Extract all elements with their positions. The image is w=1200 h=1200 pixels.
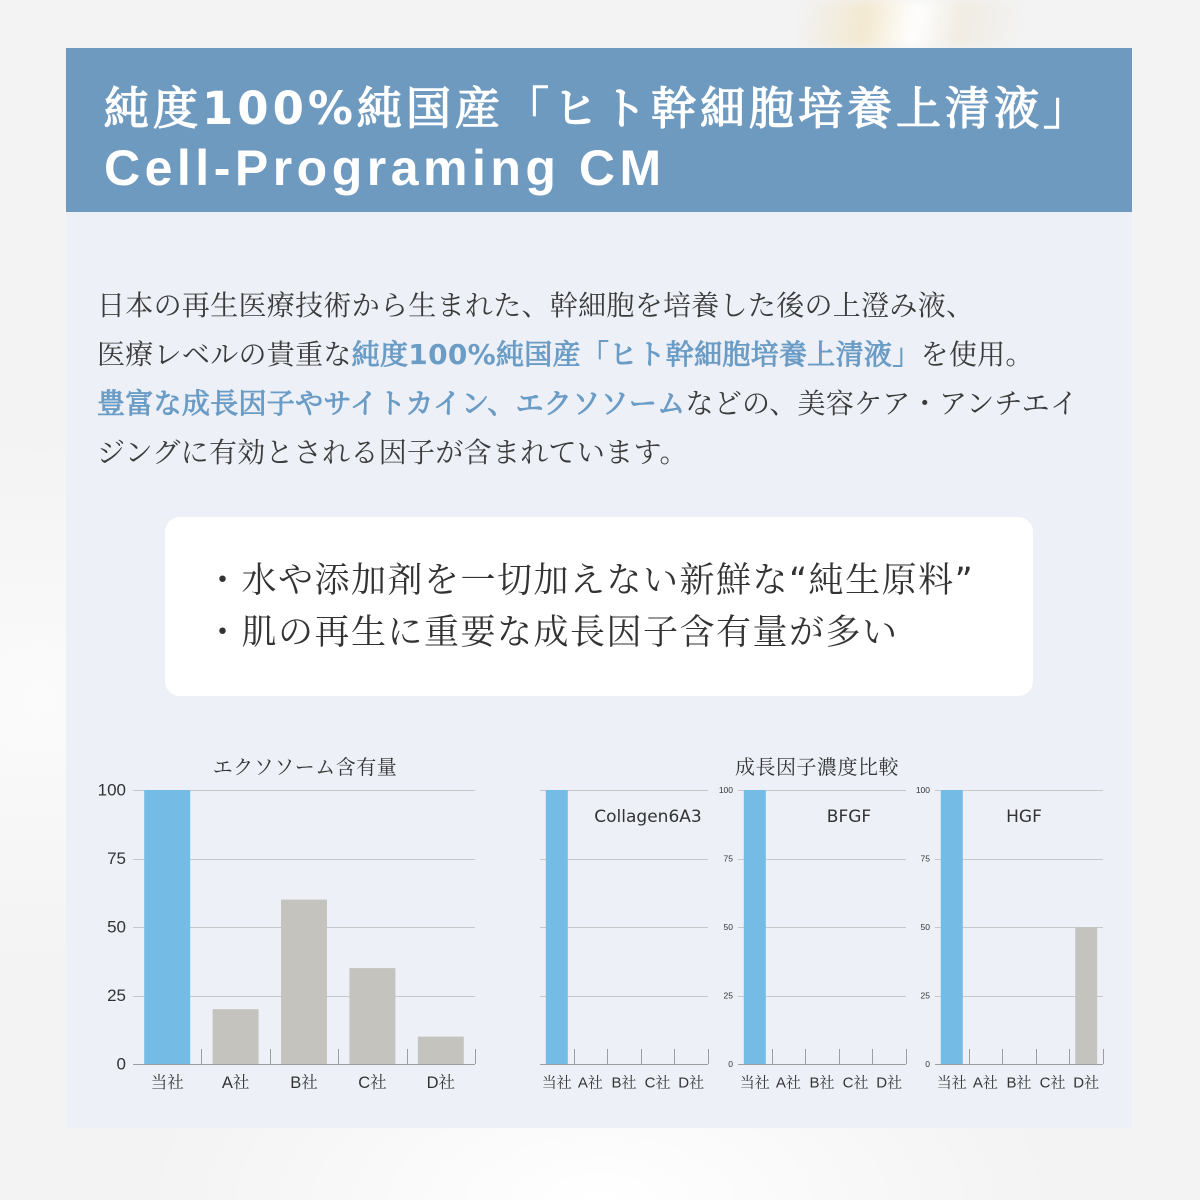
x-tick-label: A社 — [577, 1074, 603, 1092]
exosome-chart — [98, 755, 476, 1092]
x-tick-label: C社 — [358, 1074, 387, 1092]
y-tick-label: 75 — [107, 849, 126, 868]
x-tick-label: B社 — [809, 1074, 835, 1092]
intro-text-segment: などの、美容ケア・アンチエイ — [685, 387, 1079, 420]
x-tick-label: 当社 — [150, 1074, 184, 1092]
intro-highlight: 純度100%純国産「ヒト幹細胞培養上清液」 — [351, 338, 921, 371]
x-tick-label: B社 — [290, 1074, 318, 1092]
x-tick-label: C社 — [644, 1074, 671, 1092]
intro-text-segment: 医療レベルの貴重な — [97, 338, 352, 371]
chart-title: エクソソーム含有量 — [212, 755, 398, 779]
x-tick-label: C社 — [842, 1074, 869, 1092]
bar-ours — [144, 790, 190, 1064]
x-tick-label: A社 — [775, 1074, 801, 1092]
growth-factor-panel — [540, 790, 709, 1092]
product-name: Cell-Programing CM — [104, 140, 666, 196]
panel-label: HGF — [1006, 807, 1042, 827]
bar-company-d — [418, 1037, 464, 1064]
chart-title: 成長因子濃度比較 — [735, 755, 899, 779]
bar-ours — [546, 790, 568, 1064]
y-tick-label: 25 — [723, 990, 733, 1001]
x-tick-label: 当社 — [739, 1074, 770, 1092]
x-tick-label: D社 — [678, 1074, 705, 1092]
y-tick-label: 0 — [925, 1059, 930, 1069]
bar-ours — [744, 790, 766, 1064]
intro-text-segment: ジングに有効とされる因子が含まれています。 — [97, 436, 688, 469]
x-tick-label: A社 — [221, 1074, 250, 1092]
y-tick-label: 100 — [915, 785, 930, 795]
y-tick-label: 50 — [920, 922, 930, 932]
panel-label: Collagen6A3 — [594, 807, 702, 827]
y-tick-label: 75 — [920, 853, 930, 864]
y-tick-label: 25 — [107, 986, 126, 1005]
growth-factor-panel — [719, 785, 907, 1092]
bar-company-a — [213, 1009, 259, 1064]
panel-label: BFGF — [826, 807, 872, 827]
bar-company-b — [281, 900, 327, 1064]
y-tick-label: 75 — [723, 853, 733, 864]
bar-company-c — [349, 968, 395, 1064]
intro-text-segment: を使用。 — [920, 338, 1034, 371]
y-tick-label: 50 — [723, 922, 733, 932]
y-tick-label: 100 — [718, 785, 733, 795]
page-title: 純度100%純国産「ヒト幹細胞培養上清液」 — [104, 82, 1093, 135]
bar-company-d — [1075, 927, 1097, 1064]
x-tick-label: D社 — [1073, 1074, 1100, 1092]
x-tick-label: 当社 — [541, 1074, 572, 1092]
x-tick-label: 当社 — [936, 1074, 967, 1092]
y-tick-label: 0 — [728, 1059, 733, 1069]
y-tick-label: 100 — [97, 780, 126, 800]
y-tick-label: 25 — [920, 990, 930, 1001]
x-tick-label: A社 — [972, 1074, 998, 1092]
x-tick-label: D社 — [426, 1074, 456, 1092]
y-tick-label: 50 — [107, 917, 126, 937]
intro-text-segment: 日本の再生医療技術から生まれた、幹細胞を培養した後の上澄み液、 — [97, 289, 975, 322]
y-tick-label: 0 — [116, 1054, 126, 1074]
feature-item: ・肌の再生に重要な成長因子含有量が多い — [205, 613, 899, 653]
x-tick-label: D社 — [876, 1074, 903, 1092]
growth-factor-chart — [540, 755, 1104, 1092]
bar-ours — [941, 790, 963, 1064]
x-tick-label: B社 — [611, 1074, 637, 1092]
feature-item: ・水や添加剤を一切加えない新鮮な“純生原料” — [205, 561, 975, 601]
x-tick-label: B社 — [1006, 1074, 1032, 1092]
intro-highlight: 豊富な成長因子やサイトカイン、エクソソーム — [97, 387, 686, 420]
growth-factor-panel — [916, 785, 1104, 1092]
x-tick-label: C社 — [1039, 1074, 1066, 1092]
